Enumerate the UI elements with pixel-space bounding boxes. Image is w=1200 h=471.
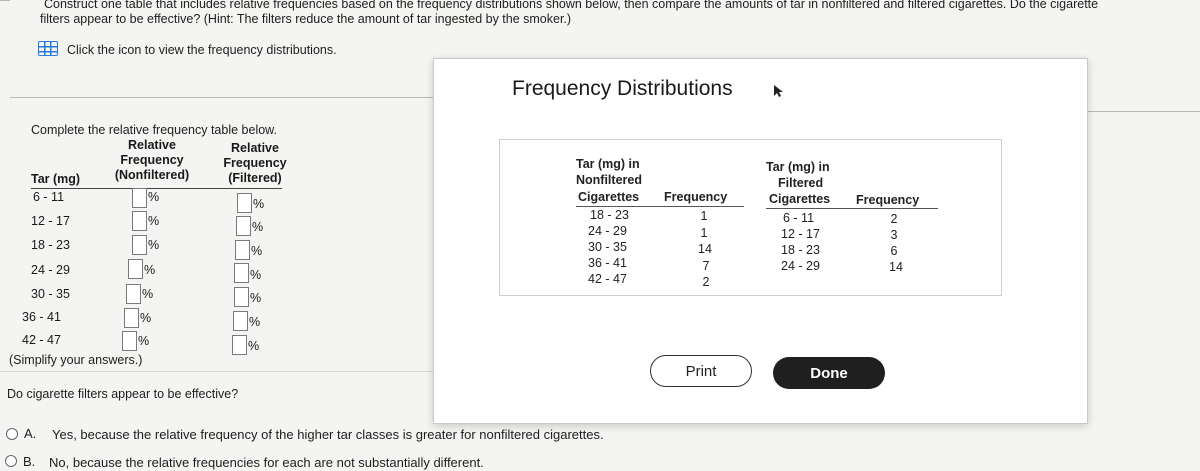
- filtered-frequency-header: Frequency: [856, 193, 920, 207]
- row-label: 18 - 23: [31, 238, 70, 252]
- done-button[interactable]: Done: [773, 357, 885, 389]
- filtered-frequency: 2: [890, 212, 898, 226]
- percent-sign: %: [248, 339, 260, 353]
- nonfiltered-class: 36 - 41: [588, 256, 627, 270]
- nonfiltered-frequency: 1: [700, 209, 708, 223]
- filtered-class: 24 - 29: [781, 259, 820, 273]
- filtered-header-3: Cigarettes: [769, 192, 831, 206]
- option-a-text[interactable]: Yes, because the relative frequency of the higher tar classes is greater for nonfiltered cigarettes.: [52, 427, 604, 442]
- nonfiltered-input[interactable]: [126, 284, 141, 304]
- view-distributions-link[interactable]: Click the icon to view the frequency distributions.: [67, 43, 337, 57]
- percent-sign: %: [140, 311, 152, 325]
- filtered-frequency: 14: [889, 260, 903, 274]
- table-instruction: Complete the relative frequency table below.: [31, 123, 277, 137]
- simplify-note: (Simplify your answers.): [9, 353, 143, 367]
- percent-sign: %: [148, 214, 160, 228]
- filtered-input[interactable]: [232, 335, 247, 355]
- percent-sign: %: [249, 315, 261, 329]
- filtered-input[interactable]: [237, 193, 252, 213]
- print-button[interactable]: Print: [650, 355, 752, 387]
- nonfiltered-class: 30 - 35: [588, 240, 627, 254]
- percent-sign: %: [138, 334, 150, 348]
- option-a-letter: A.: [24, 426, 37, 441]
- percent-sign: %: [142, 287, 154, 301]
- nonfiltered-frequency: 7: [702, 259, 710, 273]
- dialog-title: Frequency Distributions: [512, 77, 733, 100]
- percent-sign: %: [148, 190, 160, 204]
- nonfiltered-frequency-header: Frequency: [664, 190, 728, 204]
- option-a-radio[interactable]: [6, 428, 18, 440]
- frequency-distributions-dialog: [433, 58, 1088, 424]
- filtered-input[interactable]: [235, 240, 250, 260]
- filtered-class: 6 - 11: [783, 211, 815, 225]
- table-icon[interactable]: [38, 41, 58, 56]
- percent-sign: %: [144, 263, 156, 277]
- filtered-input[interactable]: [234, 263, 249, 283]
- row-label: 36 - 41: [22, 310, 61, 324]
- cursor-icon: [772, 84, 784, 98]
- filtered-input[interactable]: [233, 311, 248, 331]
- nonfiltered-header-2: Nonfiltered: [576, 173, 642, 187]
- filtered-input[interactable]: [234, 287, 249, 307]
- nonfiltered-input[interactable]: [132, 235, 147, 255]
- row-label: 12 - 17: [31, 214, 70, 228]
- distributions-panel: [499, 139, 1002, 296]
- col-nonfiltered-header: Relative Frequency (Nonfiltered): [114, 138, 190, 182]
- option-b-radio[interactable]: [5, 455, 17, 467]
- option-b-text[interactable]: No, because the relative frequencies for each are not substantially different.: [49, 455, 484, 470]
- nonfiltered-class: 42 - 47: [588, 272, 627, 286]
- row-label: 42 - 47: [22, 333, 61, 347]
- filtered-class: 12 - 17: [781, 227, 820, 241]
- filtered-frequency: 3: [890, 228, 898, 242]
- nonfiltered-class: 18 - 23: [590, 208, 629, 222]
- question-line-2: filters appear to be effective? (Hint: The filters reduce the amount of tar ingested by the smoker.): [40, 12, 572, 26]
- filtered-header-1: Tar (mg) in: [766, 160, 830, 174]
- percent-sign: %: [252, 220, 264, 234]
- question-line-1: Construct one table that includes relative frequencies based on the frequency distributions shown below, then compare the amounts of tar in nonfiltered and filtered cigarettes. Do the cigarette: [44, 0, 1099, 11]
- filtered-class: 18 - 23: [781, 243, 820, 257]
- percent-sign: %: [250, 268, 262, 282]
- filtered-header-2: Filtered: [778, 176, 824, 190]
- row-label: 30 - 35: [31, 287, 70, 301]
- filtered-frequency: 6: [890, 244, 898, 258]
- nonfiltered-frequency: 2: [702, 275, 710, 289]
- nonfiltered-header-3: Cigarettes: [578, 190, 640, 204]
- nonfiltered-frequency: 14: [698, 242, 712, 256]
- nonfiltered-input[interactable]: [124, 308, 139, 328]
- percent-sign: %: [148, 238, 160, 252]
- nonfiltered-input[interactable]: [122, 331, 137, 351]
- row-label: 24 - 29: [31, 263, 70, 277]
- percent-sign: %: [253, 197, 265, 211]
- nonfiltered-input[interactable]: [128, 259, 143, 279]
- nonfiltered-input[interactable]: [132, 188, 147, 208]
- nonfiltered-class: 24 - 29: [588, 224, 627, 238]
- percent-sign: %: [251, 244, 263, 258]
- col-filtered-header: Relative Frequency (Filtered): [223, 141, 287, 185]
- option-b-letter: B.: [23, 454, 36, 469]
- filtered-input[interactable]: [236, 216, 251, 236]
- col-tar-header: Tar (mg): [31, 172, 81, 186]
- nonfiltered-header-1: Tar (mg) in: [576, 157, 640, 171]
- percent-sign: %: [250, 291, 262, 305]
- question-2: Do cigarette filters appear to be effective?: [7, 387, 239, 401]
- row-label: 6 - 11: [33, 190, 65, 204]
- nonfiltered-input[interactable]: [132, 211, 147, 231]
- nonfiltered-frequency: 1: [700, 226, 708, 240]
